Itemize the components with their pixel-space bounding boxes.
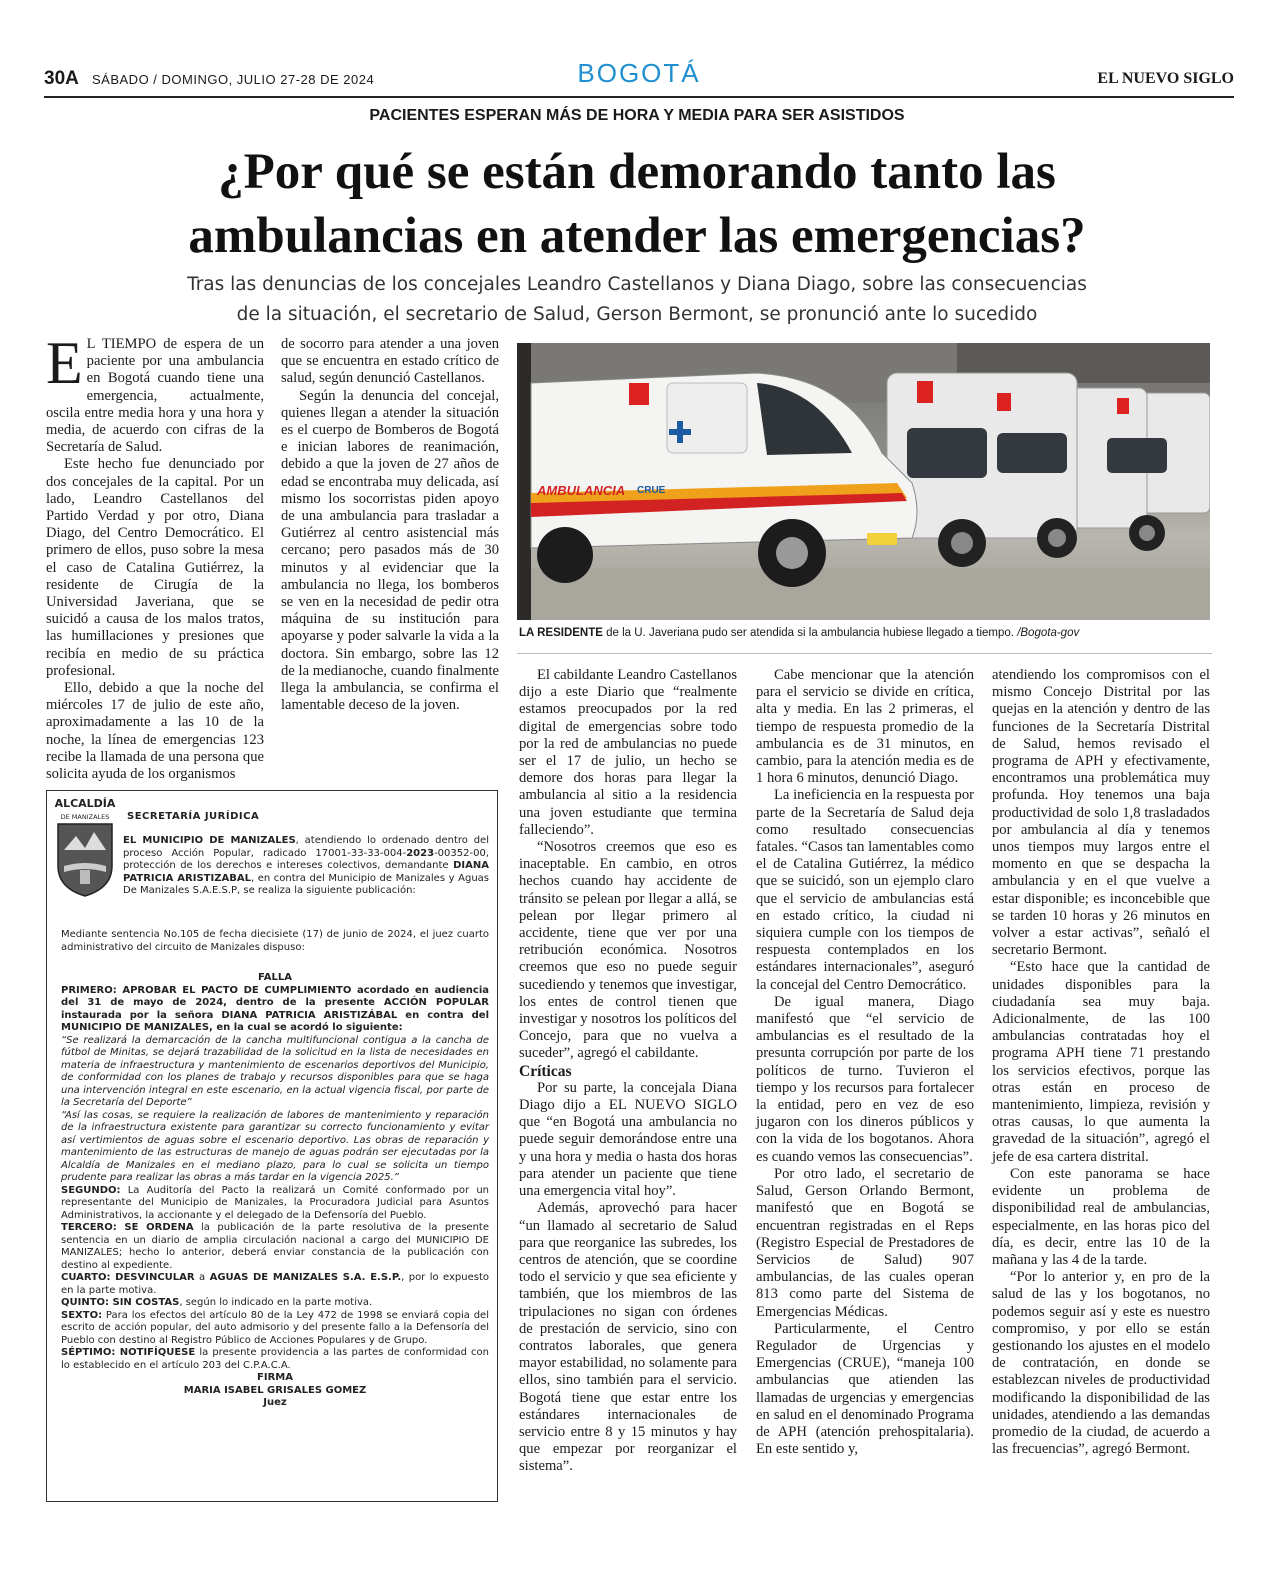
notice-primero: PRIMERO: APROBAR EL PACTO DE CUMPLIMIENTO acordado en audiencia del 31 de mayo de 2024, dentro de la presente ACCIÓN POPULAR instaurada por la señora DIANA PATRICIA ARISTIZÁBAL en contra del MUNICIPIO DE MANIZALES, en la cual se acordó lo siguiente: bbox=[61, 984, 489, 1033]
section-title: BOGOTÁ bbox=[577, 58, 701, 88]
paragraph: Este hecho fue denunciado por dos concejales de la capital. Por un lado, Leandro Castellanos del Partido Verdad y por otro, Diana Diago, del Centro Democrático. El primero de ellos, puso sobre la mesa el caso de Catalina Gutiérrez, la residente de Cirugía de la Universidad Javeriana, que se suicidó a causa de los malos tratos, las humillaciones y presiones que recibía en medio de su práctica profesional. bbox=[46, 456, 264, 679]
article-column-2 bbox=[281, 336, 499, 714]
paragraph: Según la denuncia del concejal, quienes llegan a atender la situación es el cuerpo de Bomberos de Bogotá e inician labores de reanimación, debido a que la joven de 27 años de edad se encontraba muy delicada, así mismo los socorristas piden apoyo de una ambulancia para trasladar a Gutiérrez al centro asistencial más cercano; pero pasados más de 30 minutos y al evidenciar que la ambulancia no llega, los bomberos se ven en la necesidad de pedir otra máquina de su institución para apoyarse y poder salvarle la vida a la doctora. Sin embargo, sobre las 12 de la medianoche, cuando finalmente llega la ambulancia, se confirma el lamentable deceso de la joven. bbox=[281, 387, 499, 714]
notice-sentence: Mediante sentencia No.105 de fecha diecisiete (17) de junio de 2024, el juez cuarto administrativo del circuito de Manizales dispuso: bbox=[61, 929, 489, 953]
masthead-logo: EL NUEVO SIGLO bbox=[1097, 70, 1234, 87]
article-headline bbox=[60, 140, 1214, 268]
paragraph: De igual manera, Diago manifestó que “el servicio de ambulancias es el resultado de la presunta corrupción por parte de los políticos de turno. Tuvieron el tiempo y los recursos para fortalecer la entidad, pero en vez de eso jugaron con los dineros públicos y con la vida de los bogotanos. Ahora es cuando vemos las consecuencias”. bbox=[756, 993, 974, 1165]
office-title: SECRETARÍA JURÍDICA bbox=[127, 811, 260, 822]
lead-paragraph: E L TIEMPO de espera de un paciente por una ambulancia en Bogotá cuando tiene una emergencia, actualmente, oscila entre media hora y una hora y media, de acuerdo con cifras de la Secretaría de Salud. bbox=[46, 330, 264, 456]
notice-tercero: TERCERO: SE ORDENA la publicación de la parte resolutiva de la presente sentencia en un diario de amplia circulación nacional a cargo del MUNICIPIO DE MANIZALES; hecho lo anterior, deberá enviar constancia de la publicación con destino al expediente. bbox=[61, 1222, 489, 1271]
article-column-3 bbox=[519, 667, 737, 1476]
paragraph: atendiendo los compromisos con el mismo Concejo Distrital por las quejas en la atención y dentro de las funciones de la Secretaría Distrital de Salud, hemos revisado el programa de APH y efectivamente, encontramos una problemática muy profunda. Hoy tenemos una baja productividad de solo 1,8 trasladados por ambulancia al día y tenemos unos tiempos muy largos entre el momento en que se despacha la ambulancia y en el que vuelve a estar disponible; es inconcebible que se tarden 10 horas y 26 minutos en volver a estar activas”, señaló el secretario Bermont. bbox=[992, 667, 1210, 959]
subhead: Críticas bbox=[519, 1062, 572, 1080]
notice-sexto: SEXTO: Para los efectos del artículo 80 de la Ley 472 de 1998 se enviará copia del escrito de acción popular, del auto admisorio y del presente fallo a la Defensoría del Pueblo con destino al Registro Público de Acciones Populares y de Grupo. bbox=[61, 1309, 489, 1346]
paragraph: Por su parte, la concejala Diana Diago dijo a EL NUEVO SIGLO que “en Bogotá una ambulancia no puede seguir demorándose entre una y una hora y media o hasta dos horas para atender un paciente que tiene una emergencia vital hoy”. bbox=[519, 1079, 737, 1200]
notice-segundo: SEGUNDO: La Auditoría del Pacto la realizará un Comité conformado por un representante del Municipio de Manizales, la Procuradora Judicial para Asuntos Administrativos, la accionante y el delegado de la Defensoría del Pueblo. bbox=[61, 1184, 489, 1221]
headline-line-2: ambulancias en atender las emergencias? bbox=[188, 208, 1086, 264]
page-header bbox=[44, 58, 1234, 98]
paragraph: “Por lo anterior y, en pro de la salud de las y los bogotanos, no podemos seguir así y este es nuestro compromiso, y por ello se están gestionando los ajustes en el modelo de contratación, en donde se establezcan niveles de productividad modificando la disponibilidad de las unidades, atendiendo a las demandas promedio de la ciudad, de acuerdo a las frecuencias”, agregó Bermont. bbox=[992, 1269, 1210, 1458]
coat-of-arms-icon bbox=[52, 820, 118, 898]
paragraph: El cabildante Leandro Castellanos dijo a este Diario que “realmente estamos preocupados por la red digital de emergencias sobre todo por la red de ambulancias no puede ser el 17 de julio, un hecho se demore dos horas para llegar la ambulancia al sitio a la residencia una joven estudiante que termina falleciendo”. bbox=[519, 667, 737, 838]
ambulances-photo bbox=[517, 343, 1210, 620]
article-column-5 bbox=[992, 667, 1210, 1458]
paragraph: Con este panorama se hace evidente un problema de disponibilidad real de ambulancias, especialmente, en las horas pico del día, es decir, entre las 10 de la mañana y las 4 de la tarde. bbox=[992, 1165, 1210, 1268]
notice-septimo: SÉPTIMO: NOTIFÍQUESE la presente providencia a las partes de conformidad con lo establecido en el artículo 203 del C.P.A.C.A. bbox=[61, 1347, 489, 1371]
ambulances-illustration bbox=[517, 343, 1210, 620]
paragraph: Además, aprovechó para hacer “un llamado al secretario de Salud para que reorganice las subredes, los centros de atención, que se coordine todo el servicio y que sea eficiente y también, que los miembros de las tripulaciones no sigan con órdenes de prestación de servicio, sino con contratos laborales, que genera mayor estabilidad, no solamente para ellos, sino también para el servicio. Bogotá tiene que estar entre los estándares internacionales de servicio entre 8 y 15 minutos y hay que empezar por reorganizar el sistema”. bbox=[519, 1200, 737, 1475]
photo-caption: LA RESIDENTE de la U. Javeriana pudo ser atendida si la ambulancia hubiese llegado a tiempo. /Bogota-gov bbox=[519, 627, 1080, 639]
headline-line-1: ¿Por qué se están demorando tanto las bbox=[218, 144, 1056, 200]
page-number: 30A bbox=[44, 68, 79, 89]
divider bbox=[517, 653, 1212, 654]
drop-cap: E bbox=[46, 330, 83, 396]
van-label: AMBULANCIA bbox=[537, 483, 626, 498]
paragraph: La ineficiencia en la respuesta por parte de la Secretaría de Salud deja como resultado consecuencias fatales. “Casos tan lamentables como el de Catalina Gutiérrez, la médico que se suicidó, son un ejemplo claro que el servicio de ambulancias está en estado crítico, la ciudad ni siquiera cumple con los tiempos de respuesta contemplados en los estándares internacionales”, aseguró la concejal del Centro Democrático. bbox=[756, 787, 974, 993]
notice-intro: EL MUNICIPIO DE MANIZALES, atendiendo lo ordenado dentro del proceso Acción Popular, radicado 17001-33-33-004-2023-00352-00, protección de los derechos e intereses colectivos, demandante DIANA PATRICIA ARISTIZABAL, en contra del Municipio de Manizales y Aguas De Manizales S.A.E.S.P, se realiza la siguiente publicación: bbox=[123, 835, 489, 896]
article-column-1 bbox=[46, 330, 264, 783]
deck-line-1: Tras las denuncias de los concejales Leandro Castellanos y Diana Diago, sobre las consecuencias bbox=[187, 274, 1087, 295]
article-kicker: PACIENTES ESPERAN MÁS DE HORA Y MEDIA PARA SER ASISTIDOS bbox=[369, 107, 905, 124]
falla-heading: FALLA bbox=[258, 972, 292, 983]
notice-quote-1: “Se realizará la demarcación de la cancha multifuncional contigua a la cancha de fútbol de Minitas, se dejará trazabilidad de la solicitud en la lista de necesidades en materia de infraestructura y mantenimiento de escenarios deportivos del Municipio, de conformidad con los planes de trabajo y recursos disponibles para que se haga una intervención integral en este escenario, en la actual vigencia fiscal, por parte de la Secretaría del Deporte” bbox=[61, 1034, 489, 1108]
paragraph: Cabe mencionar que la atención para el servicio se divide en crítica, alta y media. En las 2 primeras, el tiempo de respuesta promedio de la ambulancia es de 31 minutos, en cambio, para la atención media es de 1 hora 6 minutos, denunció Diago. bbox=[756, 667, 974, 787]
notice-quote-2: “Así las cosas, se requiere la realización de labores de mantenimiento y reparación de la infraestructura existente para garantizar su correcto funcionamiento y evitar así vertimientos de aguas sobre el escenario deportivo. Las obras de reparación y mantenimiento de las estructuras de manejo de aguas podrán ser ejecutadas por la Alcaldía de Manizales en el mediano plazo, para lo cual se solicita un tiempo prudente para realizar las obras a más tardar en la vigencia 2025.” bbox=[61, 1109, 489, 1183]
paragraph: “Nosotros creemos que eso es inaceptable. En cambio, en otros hechos cuando hay accidente de tránsito se pelean por llegar a allá, se pelean por llegar primero al accidente, tiene que ver por una retribución económica. Nosotros creemos que eso no puede seguir sucediendo y tenemos que investigar, los entes de control tienen que investigar y nosotros los políticos del Concejo, para que no vuelva a suceder”, agregó el cabildante. bbox=[519, 839, 737, 1062]
paragraph: “Esto hace que la cantidad de unidades disponibles para la ciudadanía sea muy baja. Adicionalmente, de las 100 ambulancias contratadas hoy el programa APH tiene 71 prestando los servicios efectivos, porque las otras están en proceso de mantenimiento, limpieza, revisión y otras causas, lo que aumenta la gravedad de la situación”, agregó el jefe de esa cartera distrital. bbox=[992, 959, 1210, 1165]
firma-heading: FIRMA bbox=[257, 1372, 293, 1383]
paragraph: de socorro para atender a una joven que se encuentra en estado crítico de salud, según denunció Castellanos. bbox=[281, 336, 499, 387]
notice-quinto: QUINTO: SIN COSTAS, según lo indicado en la parte motiva. bbox=[61, 1297, 373, 1308]
article-deck bbox=[60, 270, 1214, 330]
signer-name: MARIA ISABEL GRISALES GOMEZ bbox=[183, 1384, 367, 1396]
alcaldia-logo: ALCALDÍA DE MANIZALES bbox=[52, 798, 118, 894]
notice-cuarto: CUARTO: DESVINCULAR a AGUAS DE MANIZALES S.A. E.S.P., por lo expuesto en la parte motiva. bbox=[61, 1272, 489, 1296]
notice-body bbox=[61, 929, 489, 1410]
paragraph: Particularmente, el Centro Regulador de Urgencias y Emergencias (CRUE), “maneja 100 ambulancias que atienden las llamadas de urgencias y emergencias en salud en el denominado Programa de APH (atención prehospitalaria). En este sentido y, bbox=[756, 1320, 974, 1458]
van-label-crue: CRUE bbox=[637, 485, 666, 496]
signer-role: Juez bbox=[263, 1397, 287, 1408]
page-date: SÁBADO / DOMINGO, JULIO 27-28 DE 2024 bbox=[92, 72, 375, 87]
article-column-4 bbox=[756, 667, 974, 1458]
paragraph: Ello, debido a que la noche del miércoles 17 de julio de este año, aproximadamente a las 10 de la noche, la línea de emergencias 123 recibe la llamada de una persona que solicita ayuda de los organismos bbox=[46, 680, 264, 783]
photo-credit: /Bogota-gov bbox=[1014, 627, 1080, 639]
paragraph: Por otro lado, el secretario de Salud, Gerson Orlando Bermont, manifestó que en Bogotá se encuentran registradas en el Reps (Registro Especial de Prestadores de Servicios de Salud) 907 ambulancias, de las cuales operan 813 como parte del Sistema de Emergencias Médicas. bbox=[756, 1165, 974, 1320]
deck-line-2: de la situación, el secretario de Salud, Gerson Bermont, se pronunció ante lo sucedido bbox=[236, 304, 1038, 325]
legal-notice bbox=[46, 790, 498, 1502]
